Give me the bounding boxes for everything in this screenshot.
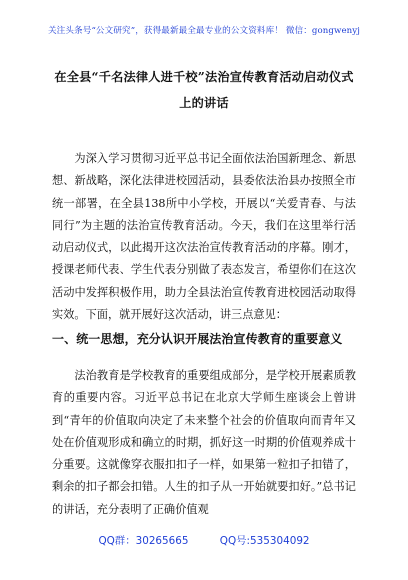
document-title: [20, 64, 388, 116]
page-footer: [0, 532, 408, 547]
title-line-1: 在全县“千名法律人进千校”法治宣传教育活动启动仪式: [54, 70, 354, 84]
footer-qq-group: QQ群：30265665: [98, 535, 189, 547]
body-paragraph-1: 为深入学习贯彻习近平总书记全面依法治国新理念、新思想、新战略，深化法律进校园活动，县委依法治县办按照全市统一部署，在全县138所中小学校，开展以“关爱青春、与法同行”为主题的法治宣传教育活动。今天，我们在这里举行活动启动仪式，以此揭开这次法治宣传教育活动的序幕。刚才，授课老师代表、学生代表分别做了表态发言，希望你们在这次活动中发挥积极作用，助力全县法治宣传教育进校园活动取得实效。下面，就开展好这次活动，讲三点意见：: [52, 152, 356, 322]
section-heading-1: 一、统一思想，充分认识开展法治宣传教育的重要意义: [52, 332, 343, 346]
footer-qq-number: QQ号:535304092: [219, 535, 310, 547]
title-line-2: 上的讲话: [179, 96, 229, 110]
page-header-banner: 关注头条号“公文研究”，获得最新最全最专业的公文资料库！ 微信：gongwenyj: [47, 26, 361, 36]
body-paragraph-2: 法治教育是学校教育的重要组成部分，是学校开展素质教育的重要内容。习近平总书记在北京大学师生座谈会上曾讲到“青年的价值取向决定了未来整个社会的价值取向而青年又处在价值观形成和确立的时期，抓好这一时期的价值观养成十分重要。这就像穿衣服扣扣子一样，如果第一粒扣子扣错了，剩余的扣子都会扣错。人生的扣子从一开始就要扣好。”总书记的讲话，充分表明了正确价值观: [52, 369, 356, 516]
